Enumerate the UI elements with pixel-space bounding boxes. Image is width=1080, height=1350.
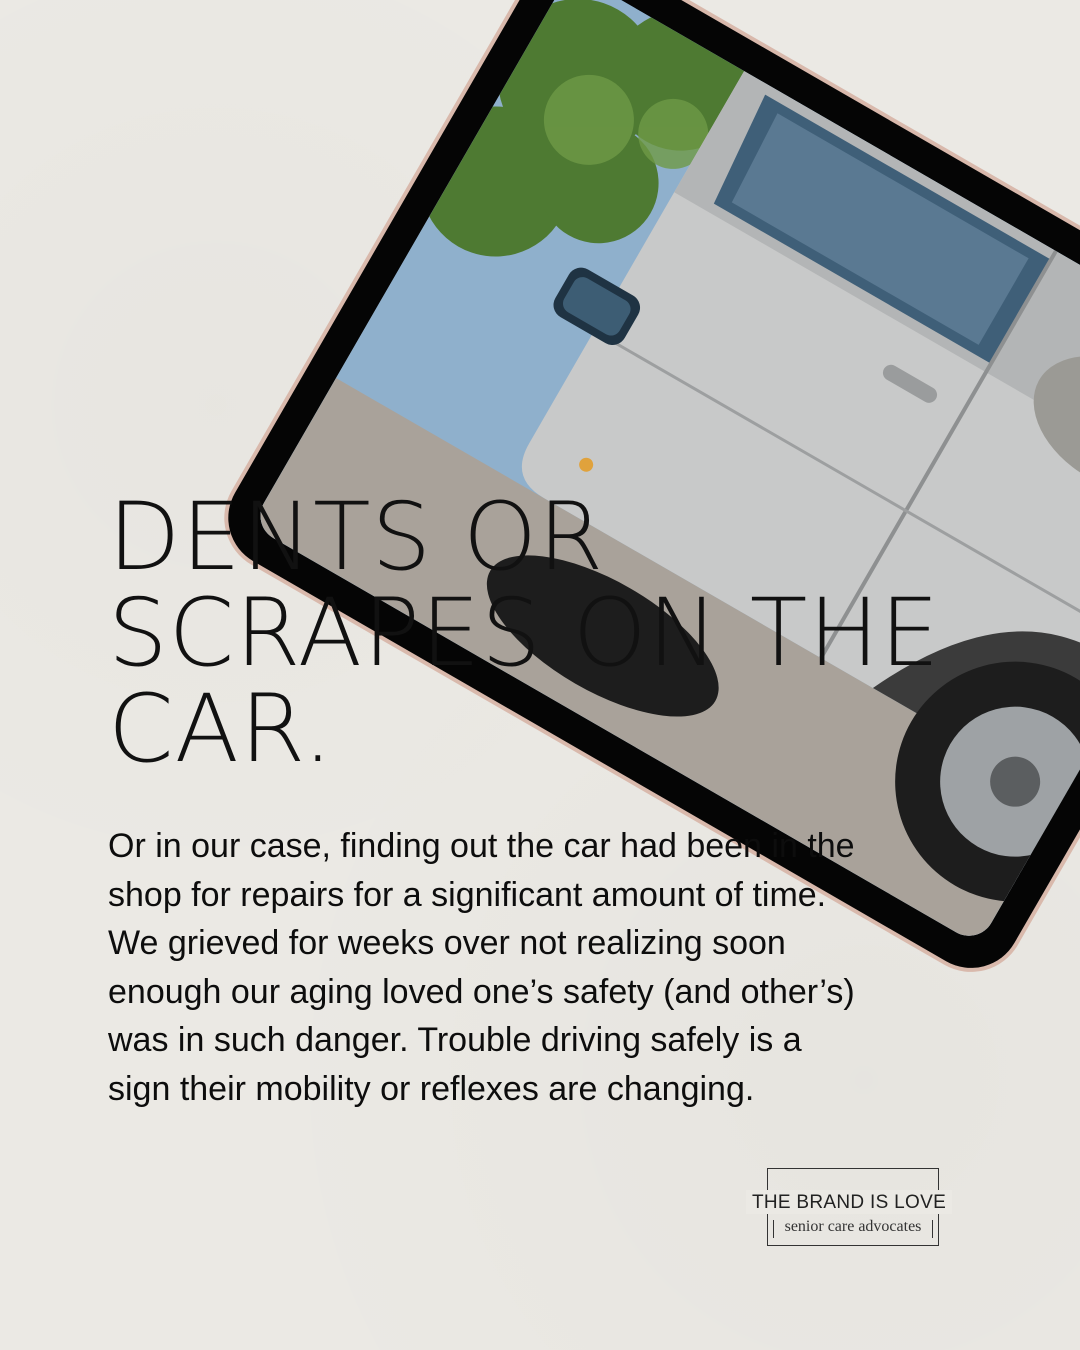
headline: [108, 483, 1008, 784]
headline-line-1: DENTS OR: [108, 483, 605, 592]
headline-line-3: CAR.: [108, 675, 334, 784]
brand-logo: [746, 1168, 952, 1248]
body-paragraph: Or in our case, finding out the car had been in the shop for repairs for a significant amount of time. We grieved for weeks over not realizing soon enough our aging loved one’s safety (and other’s) was in such danger. Trouble driving safely is a sign their mobility or reflexes are changing.: [108, 827, 855, 1108]
logo-brand-name: THE BRAND IS LOVE: [751, 1192, 947, 1213]
logo-tagline: senior care advocates: [767, 1218, 939, 1236]
headline-line-2: SCRAPES ON THE: [108, 579, 941, 688]
